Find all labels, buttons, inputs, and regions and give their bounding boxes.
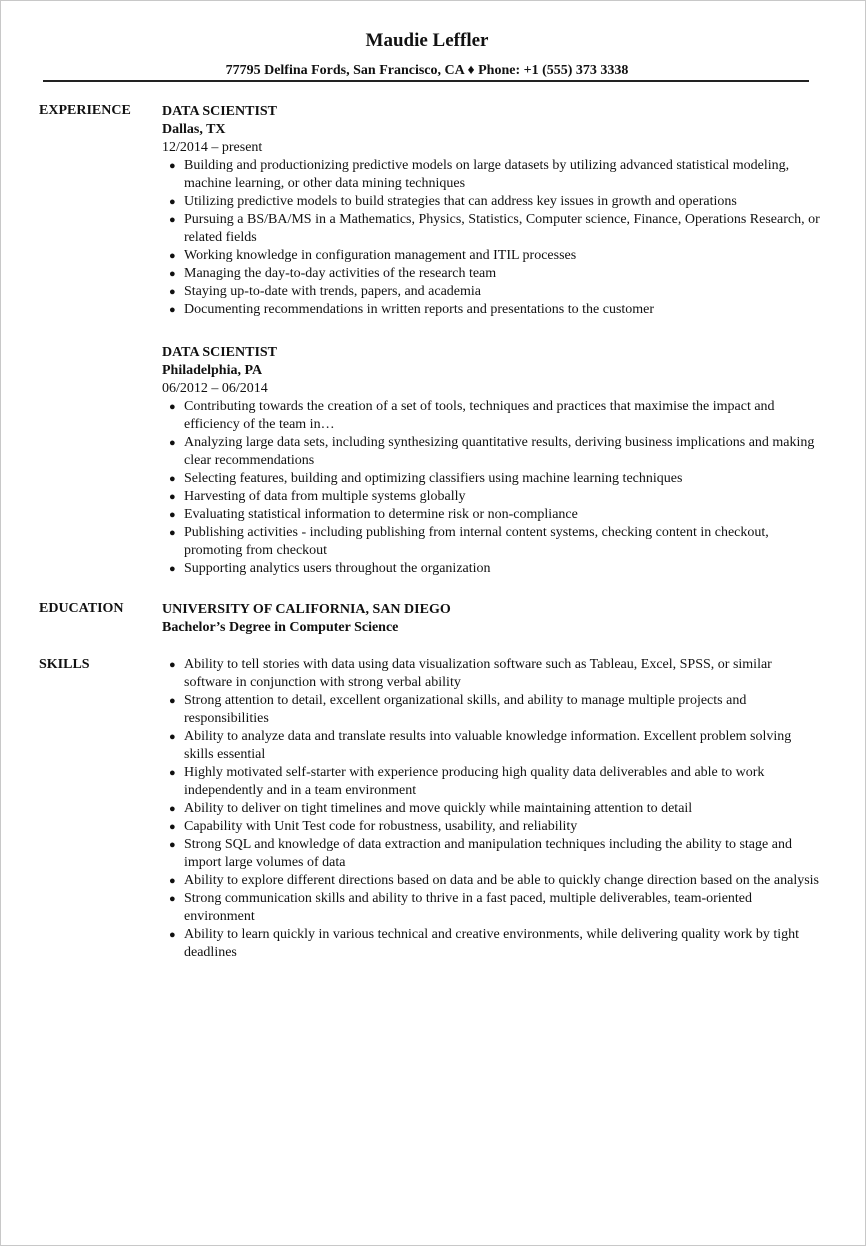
list-item: ● Highly motivated self-starter with experience producing high quality data deliverables and able to work independently and in a team environment [169, 765, 765, 798]
job-entry [162, 103, 822, 319]
bullet-icon: ● [169, 160, 176, 172]
job-dates: 12/2014 – present [162, 140, 263, 155]
bullet-icon: ● [169, 286, 176, 298]
list-item: ● Ability to tell stories with data using data visualization software such as Tableau, Excel, SPSS, or similar software in conjunction with strong verbal ability [169, 657, 772, 690]
degree-name: Bachelor’s Degree in Computer Science [162, 620, 399, 635]
list-item: ● Supporting analytics users throughout the organization [169, 561, 491, 576]
job-location: Dallas, TX [162, 122, 226, 137]
bullet-icon: ● [169, 214, 176, 226]
bullet-icon: ● [169, 250, 176, 262]
bullet-icon: ● [169, 196, 176, 208]
bullet-icon: ● [169, 268, 176, 280]
bullet-icon: ● [169, 527, 176, 539]
bullet-icon: ● [169, 563, 176, 575]
bullet-icon: ● [169, 731, 176, 743]
job-title: DATA SCIENTIST [162, 104, 278, 119]
skills-section [162, 656, 822, 962]
list-item: ● Harvesting of data from multiple systems globally [169, 489, 466, 504]
bullet-icon: ● [169, 509, 176, 521]
job-entry [162, 344, 822, 578]
bullet-icon: ● [169, 695, 176, 707]
bullet-icon: ● [169, 437, 176, 449]
bullet-icon: ● [169, 401, 176, 413]
contact-line: 77795 Delfina Fords, San Francisco, CA ♦ Phone: +1 (555) 373 3338 [225, 63, 629, 78]
list-item: ● Ability to analyze data and translate results into valuable knowledge information. Excellent problem solving skills essential [169, 729, 792, 762]
candidate-name: Maudie Leffler [365, 30, 489, 51]
list-item: ● Ability to deliver on tight timelines and move quickly while maintaining attention to detail [169, 801, 693, 816]
list-item: ● Working knowledge in configuration management and ITIL processes [169, 248, 577, 263]
education-section [162, 601, 822, 637]
bullet-icon: ● [169, 893, 176, 905]
list-item: ● Pursuing a BS/BA/MS in a Mathematics, Physics, Statistics, Computer science, Finance, Operations Research, or related fields [169, 212, 820, 245]
bullet-icon: ● [169, 821, 176, 833]
list-item: ● Publishing activities - including publishing from internal content systems, checking content in checkout, promoting from checkout [169, 525, 769, 558]
header-divider [43, 80, 809, 82]
list-item: ● Analyzing large data sets, including synthesizing quantitative results, deriving business implications and making clear recommendations [169, 435, 815, 468]
bullet-icon: ● [169, 767, 176, 779]
bullet-icon: ● [169, 875, 176, 887]
job-bullets [162, 398, 822, 578]
education-heading: EDUCATION [39, 601, 124, 616]
list-item: ● Ability to learn quickly in various technical and creative environments, while delivering quality work by tight deadlines [169, 927, 800, 960]
experience-section [162, 103, 822, 603]
bullet-icon: ● [169, 304, 176, 316]
list-item: ● Managing the day-to-day activities of the research team [169, 266, 497, 281]
list-item: ● Staying up-to-date with trends, papers, and academia [169, 284, 482, 299]
bullet-icon: ● [169, 839, 176, 851]
list-item: ● Strong attention to detail, excellent organizational skills, and ability to manage multiple projects and responsibilities [169, 693, 747, 726]
list-item: ● Utilizing predictive models to build strategies that can address key issues in growth and operations [169, 194, 737, 209]
list-item: ● Ability to explore different directions based on data and be able to quickly change direction based on the analysis [169, 873, 819, 888]
list-item: ● Capability with Unit Test code for robustness, usability, and reliability [169, 819, 578, 834]
list-item: ● Evaluating statistical information to determine risk or non-compliance [169, 507, 578, 522]
list-item: ● Strong communication skills and ability to thrive in a fast paced, multiple deliverables, team-oriented environment [169, 891, 753, 924]
list-item: ● Strong SQL and knowledge of data extraction and manipulation techniques including the ability to stage and import large volumes of data [169, 837, 792, 870]
bullet-icon: ● [169, 473, 176, 485]
bullet-icon: ● [169, 659, 176, 671]
job-dates: 06/2012 – 06/2014 [162, 381, 268, 396]
job-location: Philadelphia, PA [162, 363, 263, 378]
bullet-icon: ● [169, 929, 176, 941]
experience-heading: EXPERIENCE [39, 103, 131, 118]
job-bullets [162, 157, 822, 319]
school-name: UNIVERSITY OF CALIFORNIA, SAN DIEGO [162, 602, 451, 617]
bullet-icon: ● [169, 491, 176, 503]
list-item: ● Building and productionizing predictive models on large datasets by utilizing advanced statistical modeling, machine learning, or other data mining techniques [169, 158, 790, 191]
list-item: ● Contributing towards the creation of a set of tools, techniques and practices that maximise the impact and efficiency of the team in… [169, 399, 775, 432]
list-item: ● Selecting features, building and optimizing classifiers using machine learning techniques [169, 471, 683, 486]
job-title: DATA SCIENTIST [162, 345, 278, 360]
skills-heading: SKILLS [39, 657, 90, 672]
list-item: ● Documenting recommendations in written reports and presentations to the customer [169, 302, 655, 317]
skills-bullets [162, 656, 822, 962]
bullet-icon: ● [169, 803, 176, 815]
